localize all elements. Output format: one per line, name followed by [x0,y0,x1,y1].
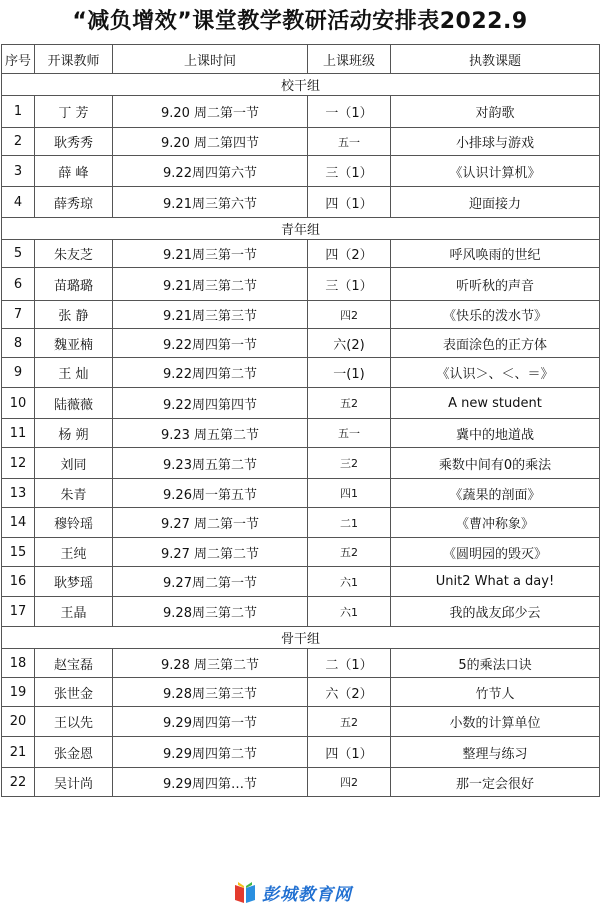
row-number: 8 [2,329,35,358]
teacher-name: 朱友芝 [35,240,113,268]
page-title: “减负增效”课堂教学教研活动安排表2022.9 [72,9,528,34]
row-number: 7 [2,301,35,329]
class-time: 9.23周五第二节 [113,448,308,479]
table-row [2,358,600,388]
topic: 《圆明园的毁灭》 [391,538,600,567]
table-row [2,419,600,448]
topic: 《蔬果的剖面》 [391,479,600,508]
topic: 整理与练习 [391,737,600,768]
class-name: 六1 [308,597,391,627]
row-number: 1 [2,96,35,128]
row-number: 10 [2,388,35,419]
row-number: 18 [2,649,35,678]
class-name: 五2 [308,707,391,737]
topic: 听听秋的声音 [391,268,600,301]
topic: 那一定会很好 [391,768,600,797]
class-time: 9.21周三第三节 [113,301,308,329]
class-name: 二1 [308,508,391,538]
table-header-row [2,45,600,74]
class-time: 9.21周三第六节 [113,187,308,218]
row-number: 22 [2,768,35,797]
class-time: 9.28周三第二节 [113,597,308,627]
row-number: 3 [2,156,35,187]
table-row [2,707,600,737]
class-time: 9.20 周二第四节 [113,128,308,156]
table-row [2,479,600,508]
table-row [2,96,600,128]
topic: 5的乘法口诀 [391,649,600,678]
row-number: 14 [2,508,35,538]
class-name: 五2 [308,388,391,419]
class-time: 9.23 周五第二节 [113,419,308,448]
class-name: 三（1） [308,156,391,187]
group-header-row [2,74,600,96]
table-row [2,678,600,707]
class-time: 9.29周四第一节 [113,707,308,737]
row-number: 17 [2,597,35,627]
row-number: 6 [2,268,35,301]
class-time: 9.27 周二第二节 [113,538,308,567]
class-time: 9.21周三第二节 [113,268,308,301]
table-row [2,240,600,268]
topic: 呼风唤雨的世纪 [391,240,600,268]
teacher-name: 薛秀琼 [35,187,113,218]
topic: 竹节人 [391,678,600,707]
topic: 《曹冲称象》 [391,508,600,538]
topic: 《快乐的泼水节》 [391,301,600,329]
row-number: 15 [2,538,35,567]
group-name: 青年组 [2,218,600,240]
table-row [2,156,600,187]
teacher-name: 朱青 [35,479,113,508]
teacher-name: 王晶 [35,597,113,627]
class-name: 六(2) [308,329,391,358]
watermark-text: 彭城教育网 [262,884,352,905]
class-time: 9.27 周二第一节 [113,508,308,538]
row-number: 12 [2,448,35,479]
teacher-name: 王 灿 [35,358,113,388]
teacher-name: 丁 芳 [35,96,113,128]
teacher-name: 耿梦瑶 [35,567,113,597]
table-row [2,597,600,627]
header-topic: 执教课题 [391,45,600,74]
row-number: 4 [2,187,35,218]
row-number: 2 [2,128,35,156]
teacher-name: 赵宝磊 [35,649,113,678]
class-time: 9.22周四第六节 [113,156,308,187]
class-name: 四2 [308,301,391,329]
row-number: 21 [2,737,35,768]
teacher-name: 魏亚楠 [35,329,113,358]
class-time: 9.22周四第一节 [113,329,308,358]
class-time: 9.22周四第二节 [113,358,308,388]
table-row [2,768,600,797]
group-name: 校干组 [2,74,600,96]
topic: 迎面接力 [391,187,600,218]
class-name: 三（1） [308,268,391,301]
class-name: 四（1） [308,187,391,218]
row-number: 5 [2,240,35,268]
row-number: 9 [2,358,35,388]
teacher-name: 张 静 [35,301,113,329]
class-time: 9.29周四第二节 [113,737,308,768]
table-row [2,538,600,567]
class-name: 五2 [308,538,391,567]
teacher-name: 陆薇薇 [35,388,113,419]
class-name: 六（2） [308,678,391,707]
row-number: 19 [2,678,35,707]
teacher-name: 薛 峰 [35,156,113,187]
book-logo-icon [232,879,258,905]
table-row [2,508,600,538]
class-time: 9.21周三第一节 [113,240,308,268]
table-body [2,74,600,797]
header-time: 上课时间 [113,45,308,74]
row-number: 13 [2,479,35,508]
class-name: 一（1） [308,96,391,128]
class-name: 四（1） [308,737,391,768]
header-teacher: 开课教师 [35,45,113,74]
topic: 冀中的地道战 [391,419,600,448]
schedule-table [1,44,600,797]
topic: 乘数中间有0的乘法 [391,448,600,479]
teacher-name: 王以先 [35,707,113,737]
topic: 小排球与游戏 [391,128,600,156]
topic: Unit2 What a day! [391,567,600,597]
group-header-row [2,218,600,240]
teacher-name: 张金恩 [35,737,113,768]
teacher-name: 穆铃瑶 [35,508,113,538]
teacher-name: 张世金 [35,678,113,707]
class-time: 9.22周四第四节 [113,388,308,419]
class-name: 三2 [308,448,391,479]
table-row [2,329,600,358]
teacher-name: 耿秀秀 [35,128,113,156]
table-row [2,448,600,479]
class-name: 二（1） [308,649,391,678]
teacher-name: 苗璐璐 [35,268,113,301]
class-time: 9.20 周二第一节 [113,96,308,128]
teacher-name: 刘同 [35,448,113,479]
class-time: 9.26周一第五节 [113,479,308,508]
watermark [232,877,382,907]
teacher-name: 吴计尚 [35,768,113,797]
class-time: 9.29周四第…节 [113,768,308,797]
row-number: 20 [2,707,35,737]
topic: 《认识计算机》 [391,156,600,187]
topic: 《认识＞、＜、＝》 [391,358,600,388]
table-row [2,128,600,156]
topic: 我的战友邱少云 [391,597,600,627]
row-number: 16 [2,567,35,597]
topic: 小数的计算单位 [391,707,600,737]
table-row [2,268,600,301]
header-class: 上课班级 [308,45,391,74]
group-header-row [2,627,600,649]
header-number: 序号 [2,45,35,74]
table-row [2,301,600,329]
teacher-name: 王纯 [35,538,113,567]
topic: A new student [391,388,600,419]
class-time: 9.28 周三第二节 [113,649,308,678]
topic: 表面涂色的正方体 [391,329,600,358]
class-name: 四1 [308,479,391,508]
class-name: 四（2） [308,240,391,268]
row-number: 11 [2,419,35,448]
teacher-name: 杨 朔 [35,419,113,448]
group-name: 骨干组 [2,627,600,649]
class-name: 五一 [308,419,391,448]
class-name: 五一 [308,128,391,156]
table-row [2,187,600,218]
class-time: 9.28周三第三节 [113,678,308,707]
class-name: 四2 [308,768,391,797]
table-row [2,737,600,768]
class-time: 9.27周二第一节 [113,567,308,597]
table-row [2,567,600,597]
class-name: 六1 [308,567,391,597]
table-row [2,649,600,678]
topic: 对韵歌 [391,96,600,128]
table-row [2,388,600,419]
class-name: 一(1) [308,358,391,388]
